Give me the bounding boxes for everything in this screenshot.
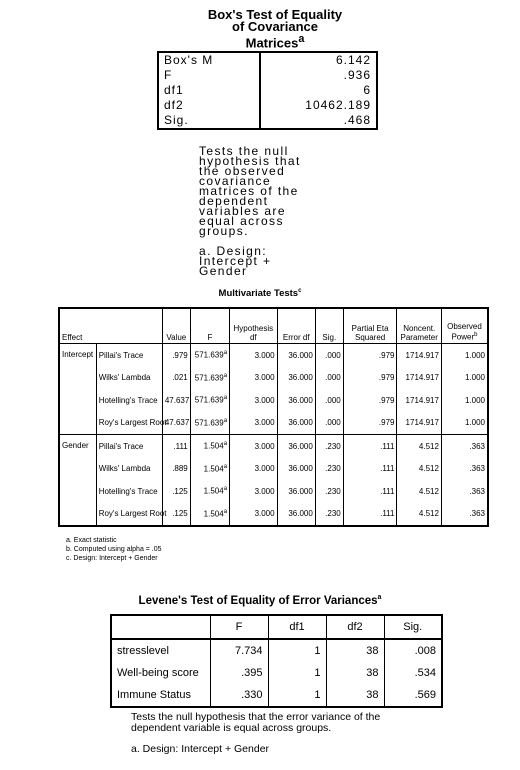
error-df-cell: 36.000 (277, 344, 315, 367)
value-cell: 47.637 (162, 389, 190, 412)
header-observed-power: Observed Power$^b$ (441, 308, 488, 344)
effect-name: Intercept (59, 344, 96, 435)
table-row (59, 344, 488, 367)
error-df-cell: 36.000 (277, 458, 315, 481)
stat-name: Pillai's Trace (96, 435, 162, 458)
levene-header-df2: df2 (326, 615, 384, 639)
error-df-cell: 36.000 (277, 367, 315, 390)
box-m-row (158, 83, 377, 98)
box-m-row (158, 113, 377, 129)
f-value: 571.639 (194, 351, 224, 361)
value-cell: .889 (162, 458, 190, 481)
hypothesis-df-cell: 3.000 (230, 480, 278, 503)
noncent-cell: 1714.917 (397, 412, 441, 435)
box-m-title-line-3: Matrices$^a$ (245, 33, 305, 51)
stat-name: Wilks' Lambda (96, 367, 162, 390)
noncent-cell: 1714.917 (397, 344, 441, 367)
box-m-note-line: Tests the null (199, 144, 289, 158)
header-effect: Effect (62, 333, 83, 342)
noncent-cell: 4.512 (397, 458, 441, 481)
box-m-value: 10462.189 (305, 98, 371, 112)
box-m-note-line: variables are (199, 204, 286, 218)
stat-name: Roy's Largest Root (96, 503, 162, 527)
levene-design: a. Design: Intercept + Gender (131, 743, 270, 755)
levene-df2: 38 (326, 684, 384, 707)
hypothesis-df-cell: 3.000 (230, 344, 278, 367)
box-m-design-line: Gender (199, 264, 248, 278)
box-m-note-line: groups. (199, 224, 249, 238)
box-m-row (158, 98, 377, 113)
levene-f: .395 (210, 662, 268, 684)
eta-cell: .979 (343, 389, 397, 412)
value-cell: 47.637 (162, 412, 190, 435)
levene-df2: 38 (326, 639, 384, 662)
levene-table (110, 614, 443, 708)
header-sig: Sig. (315, 308, 343, 344)
box-m-label: Sig. (158, 113, 260, 129)
eta-cell: .111 (343, 480, 397, 503)
value-cell: .111 (162, 435, 190, 458)
table-row (59, 367, 488, 390)
effect-name: Gender (59, 435, 96, 527)
table-row (59, 412, 488, 435)
eta-cell: .111 (343, 503, 397, 527)
f-footnote: a (223, 350, 228, 357)
multivariate-table (58, 307, 489, 527)
multivariate-note: b. Computed using alpha = .05 (66, 546, 162, 553)
f-cell (190, 344, 229, 367)
table-row (59, 389, 488, 412)
noncent-cell: 4.512 (397, 480, 441, 503)
stat-name: Hotelling's Trace (96, 480, 162, 503)
sig-cell: .230 (315, 503, 343, 527)
box-m-note-line: equal across (199, 214, 284, 228)
error-df-cell: 36.000 (277, 480, 315, 503)
header-noncent: Noncent. Parameter (397, 308, 441, 344)
f-value: 1.504 (203, 464, 224, 474)
eta-cell: .979 (343, 367, 397, 390)
box-m-note-line: hypothesis that (199, 154, 301, 168)
sig-cell: .000 (315, 367, 343, 390)
levene-f: 7.734 (210, 639, 268, 662)
error-df-cell: 36.000 (277, 435, 315, 458)
f-cell (190, 503, 229, 527)
box-m-value: 6 (363, 83, 371, 97)
levene-sig: .008 (384, 639, 442, 662)
levene-header-df1: df1 (268, 615, 326, 639)
power-cell: .363 (441, 435, 488, 458)
f-value: 571.639 (194, 396, 224, 406)
stat-name: Wilks' Lambda (96, 458, 162, 481)
table-row (59, 480, 488, 503)
box-m-row (158, 52, 377, 68)
multivariate-note: c. Design: Intercept + Gender (66, 555, 158, 562)
levene-header-f: F (210, 615, 268, 639)
stat-name: Pillai's Trace (96, 344, 162, 367)
error-df-cell: 36.000 (277, 503, 315, 527)
levene-title: Levene's Test of Equality of Error Variances$^a$ (138, 594, 382, 607)
value-cell: .125 (162, 503, 190, 527)
f-cell (190, 435, 229, 458)
multivariate-title: Multivariate Tests$^c$ (218, 288, 302, 300)
box-m-table (157, 51, 378, 130)
box-m-design-line: a. Design: (199, 244, 268, 258)
levene-header-blank (111, 615, 210, 639)
table-row (111, 639, 442, 662)
hypothesis-df-cell: 3.000 (230, 458, 278, 481)
f-footnote: a (223, 463, 228, 470)
noncent-cell: 1714.917 (397, 389, 441, 412)
f-cell (190, 412, 229, 435)
levene-sig: .569 (384, 684, 442, 707)
box-m-title-line-1: Box's Test of Equality (207, 7, 343, 22)
box-m-note (199, 146, 349, 276)
box-m-design-line: Intercept + (199, 254, 272, 268)
f-cell (190, 480, 229, 503)
box-m-value: .936 (343, 68, 371, 82)
box-m-note-line: the observed (199, 164, 286, 178)
power-cell: 1.000 (441, 344, 488, 367)
f-cell (190, 367, 229, 390)
box-m-label: Box's M (158, 52, 260, 68)
eta-cell: .979 (343, 344, 397, 367)
value-cell: .021 (162, 367, 190, 390)
f-value: 1.504 (203, 487, 224, 497)
value-cell: .979 (162, 344, 190, 367)
f-footnote: a (223, 417, 228, 424)
header-partial-eta: Partial Eta Squared (343, 308, 397, 344)
table-row (59, 458, 488, 481)
f-value: 1.504 (203, 442, 224, 452)
levene-header-row (111, 615, 442, 639)
table-row (111, 684, 442, 707)
noncent-cell: 1714.917 (397, 367, 441, 390)
power-cell: .363 (441, 458, 488, 481)
header-hypothesis-df: Hypothesis df (230, 308, 278, 344)
sig-cell: .230 (315, 435, 343, 458)
levene-df2: 38 (326, 662, 384, 684)
box-m-note-line: matrices of the (199, 184, 299, 198)
hypothesis-df-cell: 3.000 (230, 367, 278, 390)
f-value: 571.639 (194, 418, 224, 428)
table-row (111, 662, 442, 684)
f-cell (190, 458, 229, 481)
f-value: 1.504 (203, 509, 224, 519)
hypothesis-df-cell: 3.000 (230, 412, 278, 435)
eta-cell: .111 (343, 458, 397, 481)
box-m-title-line-2: of Covariance (232, 19, 318, 34)
table-row (59, 435, 488, 458)
multivariate-note: a. Exact statistic (66, 537, 117, 544)
f-footnote: a (223, 508, 228, 515)
eta-cell: .111 (343, 435, 397, 458)
power-cell: .363 (441, 503, 488, 527)
sig-cell: .230 (315, 480, 343, 503)
f-footnote: a (223, 372, 228, 379)
box-m-label: df1 (158, 83, 260, 98)
stat-name: Hotelling's Trace (96, 389, 162, 412)
multivariate-header-row (59, 308, 488, 344)
power-cell: 1.000 (441, 389, 488, 412)
multivariate-notes (66, 536, 162, 563)
header-value: Value (162, 308, 190, 344)
stat-name: Roy's Largest Root (96, 412, 162, 435)
box-m-label: F (158, 68, 260, 83)
f-value: 571.639 (194, 373, 224, 383)
levene-note-text: Tests the null hypothesis that the error variance of the dependent variable is equal across groups. (131, 711, 381, 734)
levene-header-sig: Sig. (384, 615, 442, 639)
box-m-note-line: covariance (199, 174, 272, 188)
value-cell: .125 (162, 480, 190, 503)
levene-variable: stresslevel (111, 639, 210, 662)
f-footnote: a (223, 441, 228, 448)
eta-cell: .979 (343, 412, 397, 435)
noncent-cell: 4.512 (397, 503, 441, 527)
levene-f: .330 (210, 684, 268, 707)
levene-note (131, 712, 431, 755)
box-m-label: df2 (158, 98, 260, 113)
error-df-cell: 36.000 (277, 412, 315, 435)
levene-df1: 1 (268, 639, 326, 662)
sig-cell: .000 (315, 344, 343, 367)
sig-cell: .000 (315, 412, 343, 435)
levene-df1: 1 (268, 662, 326, 684)
power-cell: 1.000 (441, 412, 488, 435)
hypothesis-df-cell: 3.000 (230, 503, 278, 527)
power-cell: .363 (441, 480, 488, 503)
header-error-df: Error df (277, 308, 315, 344)
levene-df1: 1 (268, 684, 326, 707)
box-m-value: 6.142 (335, 53, 371, 67)
levene-sig: .534 (384, 662, 442, 684)
levene-variable: Immune Status (111, 684, 210, 707)
f-cell (190, 389, 229, 412)
box-m-title (150, 9, 400, 49)
table-row (59, 503, 488, 527)
power-cell: 1.000 (441, 367, 488, 390)
hypothesis-df-cell: 3.000 (230, 435, 278, 458)
f-footnote: a (223, 395, 228, 402)
sig-cell: .230 (315, 458, 343, 481)
noncent-cell: 4.512 (397, 435, 441, 458)
levene-variable: Well-being score (111, 662, 210, 684)
error-df-cell: 36.000 (277, 389, 315, 412)
box-m-note-line: dependent (199, 194, 269, 208)
f-footnote: a (223, 486, 228, 493)
box-m-row (158, 68, 377, 83)
sig-cell: .000 (315, 389, 343, 412)
hypothesis-df-cell: 3.000 (230, 389, 278, 412)
box-m-value: .468 (343, 113, 371, 127)
header-f: F (190, 308, 229, 344)
